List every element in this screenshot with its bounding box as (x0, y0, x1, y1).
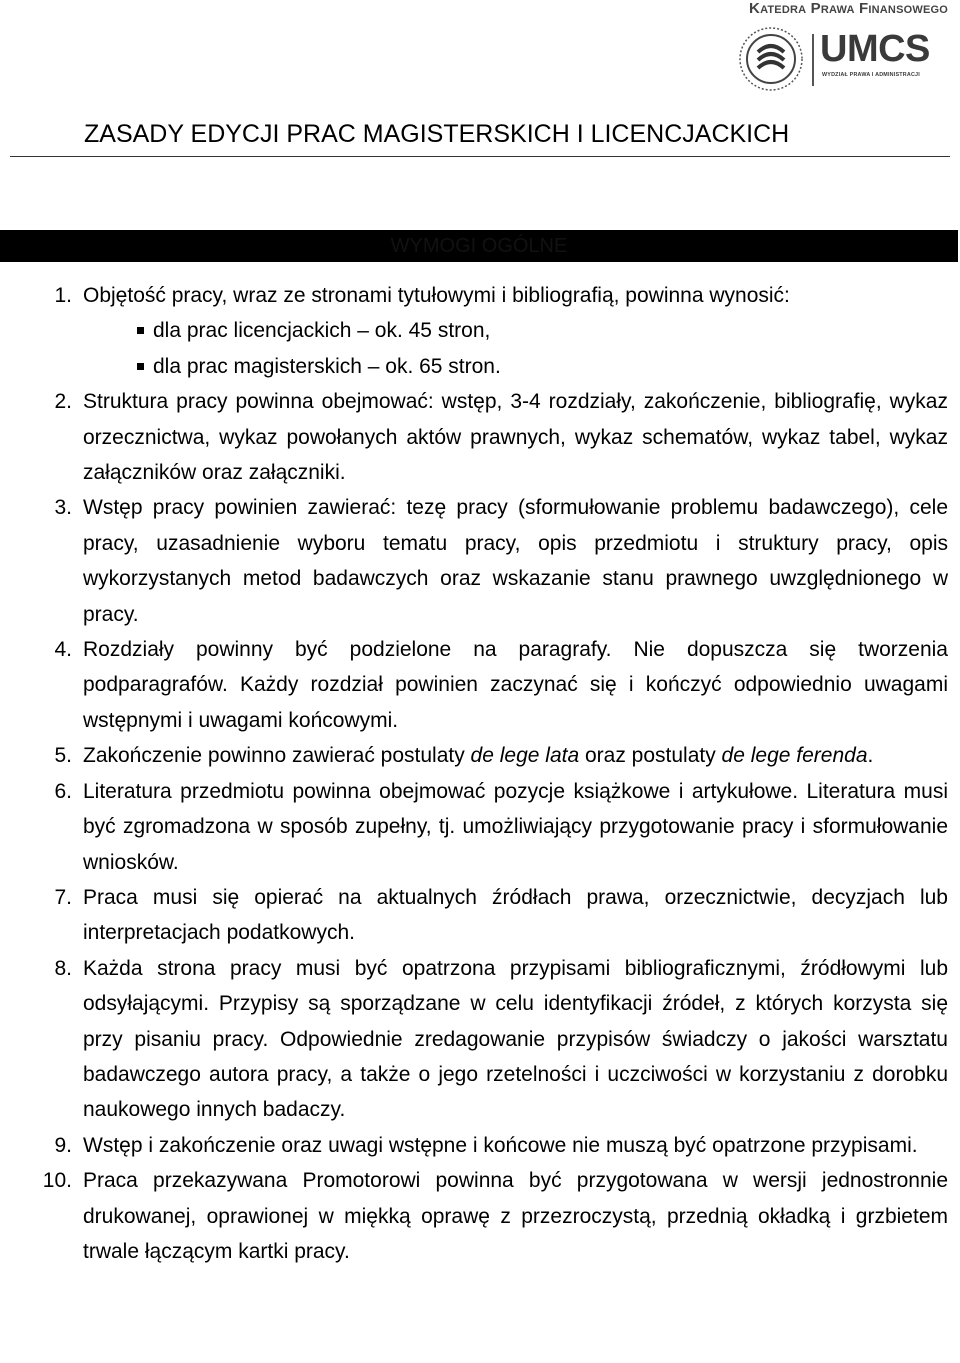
square-bullet-icon (137, 327, 144, 334)
item-text: Rozdziały powinny być podzielone na paragrafy. Nie dopuszcza się tworzenia podparagrafów. Każdy rozdział powinien zaczynać się i kończyć odpowiednio uwagami wstępnymi i uwagami końcowymi. (83, 638, 948, 732)
sub-item-text: dla prac magisterskich – ok. 65 stron. (153, 354, 501, 378)
list-item (0, 951, 948, 1128)
latin-term: de lege lata (470, 744, 580, 768)
item-text: Zakończenie powinno zawierać postulaty (83, 744, 471, 768)
item-number: 5. (54, 744, 72, 768)
list-item (0, 632, 948, 738)
item-number: 7. (54, 885, 72, 909)
section-heading: WYMOGI OGÓLNE (390, 235, 568, 257)
item-number: 10. (42, 1169, 72, 1193)
list-item (0, 738, 948, 773)
document-title: ZASADY EDYCJI PRAC MAGISTERSKICH I LICENCJACKICH (84, 120, 790, 148)
latin-term: de lege ferenda (721, 744, 868, 768)
list-item (0, 1163, 948, 1269)
square-bullet-icon (137, 363, 144, 370)
title-underline (10, 156, 950, 157)
item-number: 3. (54, 496, 72, 520)
item-text: oraz postulaty (579, 744, 722, 768)
list-item (0, 384, 948, 490)
item-text: Objętość pracy, wraz ze stronami tytułowymi i bibliografią, powinna wynosić: (83, 284, 790, 307)
sub-list-item (0, 349, 960, 384)
umcs-logo (738, 26, 938, 100)
item-number: 8. (54, 956, 72, 980)
list-item (0, 1128, 948, 1163)
item-text: Literatura przedmiotu powinna obejmować pozycje książkowe i artykułowe. Literatura musi być zgromadzona w sposób zupełny, tj. umożliwiający przygotowanie pracy i sformułowanie wniosków. (83, 779, 948, 874)
item-number: 9. (54, 1133, 72, 1157)
item-number: 4. (54, 638, 72, 662)
requirements-list (0, 278, 960, 1269)
university-seal-icon (738, 26, 804, 92)
item-text: . (867, 744, 874, 768)
item-text: Wstęp pracy powinien zawierać: tezę pracy (sformułowanie problemu badawczego), cele pracy, uzasadnienie wyboru tematu pracy, opis przedmiotu i struktury pracy, opis wykorzystanych metod badawczych oraz wskazanie stanu prawnego uwzględnionego w pracy. (83, 496, 948, 626)
item-text: Struktura pracy powinna obejmować: wstęp, 3-4 rozdziały, zakończenie, bibliografię, wykaz orzecznictwa, wykaz powołanych aktów prawnych, wykaz schematów, wykaz tabel, wykaz załączników oraz załączniki. (83, 390, 948, 485)
item-number: 1. (54, 284, 72, 307)
item-number: 2. (54, 390, 72, 414)
list-item (0, 490, 948, 632)
sub-item-text: dla prac licencjackich – ok. 45 stron, (153, 319, 491, 343)
list-item (0, 774, 948, 880)
item-text: Praca musi się opierać na aktualnych źródłach prawa, orzecznictwie, decyzjach lub interpretacjach podatkowych. (83, 885, 948, 945)
list-item (0, 278, 948, 313)
department-name: Katedra Prawa Finansowego (749, 0, 948, 17)
item-text: Wstęp i zakończenie oraz uwagi wstępne i końcowe nie muszą być opatrzone przypisami. (83, 1133, 918, 1157)
item-text: Praca przekazywana Promotorowi powinna być przygotowana w wersji jednostronnie drukowanej, oprawionej w miękką oprawę z przezroczystą, przednią okładką i grzbietem trwale łączącym kartki pracy. (83, 1169, 948, 1263)
list-item (0, 880, 948, 951)
logo-wordmark: UMCS (820, 28, 930, 70)
sub-list-item (0, 313, 960, 348)
item-text: Każda strona pracy musi być opatrzona przypisami bibliograficznymi, źródłowymi lub odsyłającymi. Przypisy są sporządzane w celu identyfikacji źródeł, z których korzysta się przy pisaniu pracy. Odpowiednie zredagowanie przypisów świadczy o jakości warsztatu badawczego autora pracy, a także o jego rzetelności i uczciwości w korzystaniu z dorobku naukowego innych badaczy. (83, 956, 948, 1122)
item-number: 6. (54, 779, 72, 803)
logo-divider (812, 34, 814, 86)
logo-subtitle: WYDZIAŁ PRAWA I ADMINISTRACJI (822, 72, 920, 78)
